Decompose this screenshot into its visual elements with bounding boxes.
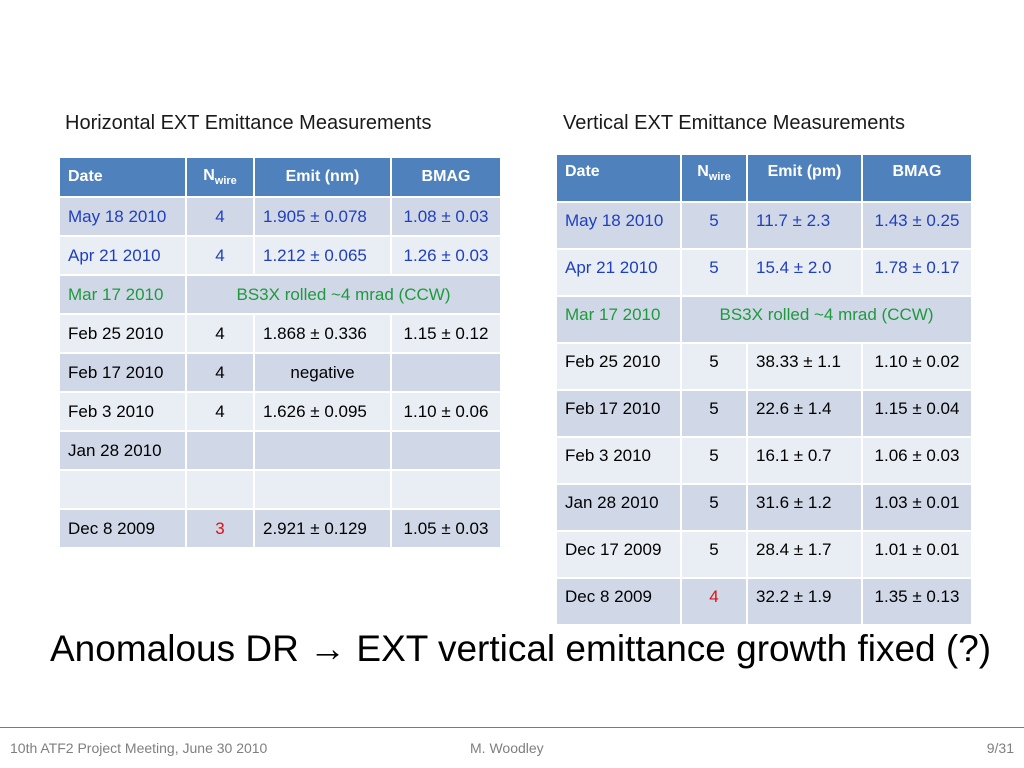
row-bmag: 1.26 ± 0.03	[391, 236, 501, 275]
row-date: Dec 8 2009	[59, 509, 186, 548]
row-date	[59, 470, 186, 509]
header-nwire	[186, 157, 254, 197]
table-row	[556, 343, 972, 390]
row-date: May 18 2010	[556, 202, 681, 249]
row-emit: 28.4 ± 1.7	[747, 531, 862, 578]
row-nwire: 5	[681, 437, 747, 484]
table-header-row	[59, 157, 501, 197]
header-nwire	[681, 154, 747, 202]
table-row	[59, 275, 501, 314]
table-row	[59, 509, 501, 548]
table-row	[556, 484, 972, 531]
footer-author: M. Woodley	[470, 740, 544, 756]
row-date: Feb 25 2010	[59, 314, 186, 353]
table-row	[556, 578, 972, 625]
row-emit: 15.4 ± 2.0	[747, 249, 862, 296]
header-date: Date	[59, 157, 186, 197]
row-bmag: 1.15 ± 0.12	[391, 314, 501, 353]
row-nwire	[186, 470, 254, 509]
row-nwire: 5	[681, 343, 747, 390]
row-note: BS3X rolled ~4 mrad (CCW)	[681, 296, 972, 343]
row-emit: 2.921 ± 0.129	[254, 509, 391, 548]
row-emit	[254, 431, 391, 470]
table-row	[556, 531, 972, 578]
row-date: Feb 3 2010	[59, 392, 186, 431]
table-row	[59, 314, 501, 353]
row-emit: 22.6 ± 1.4	[747, 390, 862, 437]
table-row	[59, 392, 501, 431]
row-nwire: 5	[681, 531, 747, 578]
table-header-row	[556, 154, 972, 202]
table-row	[556, 390, 972, 437]
row-nwire: 3	[186, 509, 254, 548]
row-date: Feb 3 2010	[556, 437, 681, 484]
row-bmag: 1.08 ± 0.03	[391, 197, 501, 236]
row-bmag: 1.35 ± 0.13	[862, 578, 972, 625]
row-emit: negative	[254, 353, 391, 392]
row-nwire: 4	[186, 197, 254, 236]
row-emit: 11.7 ± 2.3	[747, 202, 862, 249]
row-bmag	[391, 470, 501, 509]
row-nwire: 5	[681, 484, 747, 531]
footer-meeting: 10th ATF2 Project Meeting, June 30 2010	[10, 740, 268, 756]
table-row	[556, 202, 972, 249]
header-n-sub: wire	[214, 175, 237, 188]
row-emit: 16.1 ± 0.7	[747, 437, 862, 484]
header-emit: Emit (pm)	[747, 154, 862, 202]
row-nwire: 5	[681, 249, 747, 296]
table-row	[59, 431, 501, 470]
row-date: Feb 25 2010	[556, 343, 681, 390]
row-nwire: 4	[681, 578, 747, 625]
row-nwire: 4	[186, 236, 254, 275]
row-emit: 1.626 ± 0.095	[254, 392, 391, 431]
row-emit: 1.905 ± 0.078	[254, 197, 391, 236]
header-bmag: BMAG	[862, 154, 972, 202]
row-emit	[254, 470, 391, 509]
table-row	[59, 197, 501, 236]
table-row	[556, 249, 972, 296]
row-nwire: 5	[681, 202, 747, 249]
row-date: Feb 17 2010	[556, 390, 681, 437]
row-note: BS3X rolled ~4 mrad (CCW)	[186, 275, 501, 314]
row-date: Feb 17 2010	[59, 353, 186, 392]
row-bmag: 1.15 ± 0.04	[862, 390, 972, 437]
row-date: Dec 8 2009	[556, 578, 681, 625]
row-emit: 1.212 ± 0.065	[254, 236, 391, 275]
row-bmag	[391, 353, 501, 392]
footer-page-number: 9/31	[986, 740, 1014, 756]
row-bmag: 1.78 ± 0.17	[862, 249, 972, 296]
row-date: Dec 17 2009	[556, 531, 681, 578]
horizontal-emittance-table	[58, 156, 502, 549]
row-bmag: 1.10 ± 0.06	[391, 392, 501, 431]
row-emit: 32.2 ± 1.9	[747, 578, 862, 625]
vertical-table-title: Vertical EXT Emittance Measurements	[563, 112, 905, 134]
row-bmag: 1.10 ± 0.02	[862, 343, 972, 390]
horizontal-table-title: Horizontal EXT Emittance Measurements	[65, 112, 432, 134]
row-nwire: 4	[186, 392, 254, 431]
row-date: Apr 21 2010	[556, 249, 681, 296]
table-row	[556, 296, 972, 343]
row-emit: 38.33 ± 1.1	[747, 343, 862, 390]
row-date: Mar 17 2010	[556, 296, 681, 343]
vertical-emittance-table	[555, 153, 973, 626]
row-date: Jan 28 2010	[556, 484, 681, 531]
table-row	[59, 353, 501, 392]
header-n: N	[203, 166, 215, 184]
header-emit: Emit (nm)	[254, 157, 391, 197]
row-nwire: 4	[186, 353, 254, 392]
footer-divider	[0, 727, 1024, 728]
row-date: May 18 2010	[59, 197, 186, 236]
row-bmag	[391, 431, 501, 470]
table-row	[59, 470, 501, 509]
row-bmag: 1.01 ± 0.01	[862, 531, 972, 578]
row-date: Jan 28 2010	[59, 431, 186, 470]
header-date: Date	[556, 154, 681, 202]
slide-headline: Anomalous DR → EXT vertical emittance growth fixed (?)	[50, 628, 992, 669]
row-bmag: 1.06 ± 0.03	[862, 437, 972, 484]
table-row	[59, 236, 501, 275]
row-date: Mar 17 2010	[59, 275, 186, 314]
row-bmag: 1.03 ± 0.01	[862, 484, 972, 531]
header-bmag: BMAG	[391, 157, 501, 197]
header-n: N	[697, 163, 709, 180]
row-nwire: 5	[681, 390, 747, 437]
row-nwire	[186, 431, 254, 470]
table-row	[556, 437, 972, 484]
row-emit: 1.868 ± 0.336	[254, 314, 391, 353]
row-date: Apr 21 2010	[59, 236, 186, 275]
row-emit: 31.6 ± 1.2	[747, 484, 862, 531]
row-bmag: 1.05 ± 0.03	[391, 509, 501, 548]
header-n-sub: wire	[708, 171, 731, 184]
row-nwire: 4	[186, 314, 254, 353]
row-bmag: 1.43 ± 0.25	[862, 202, 972, 249]
